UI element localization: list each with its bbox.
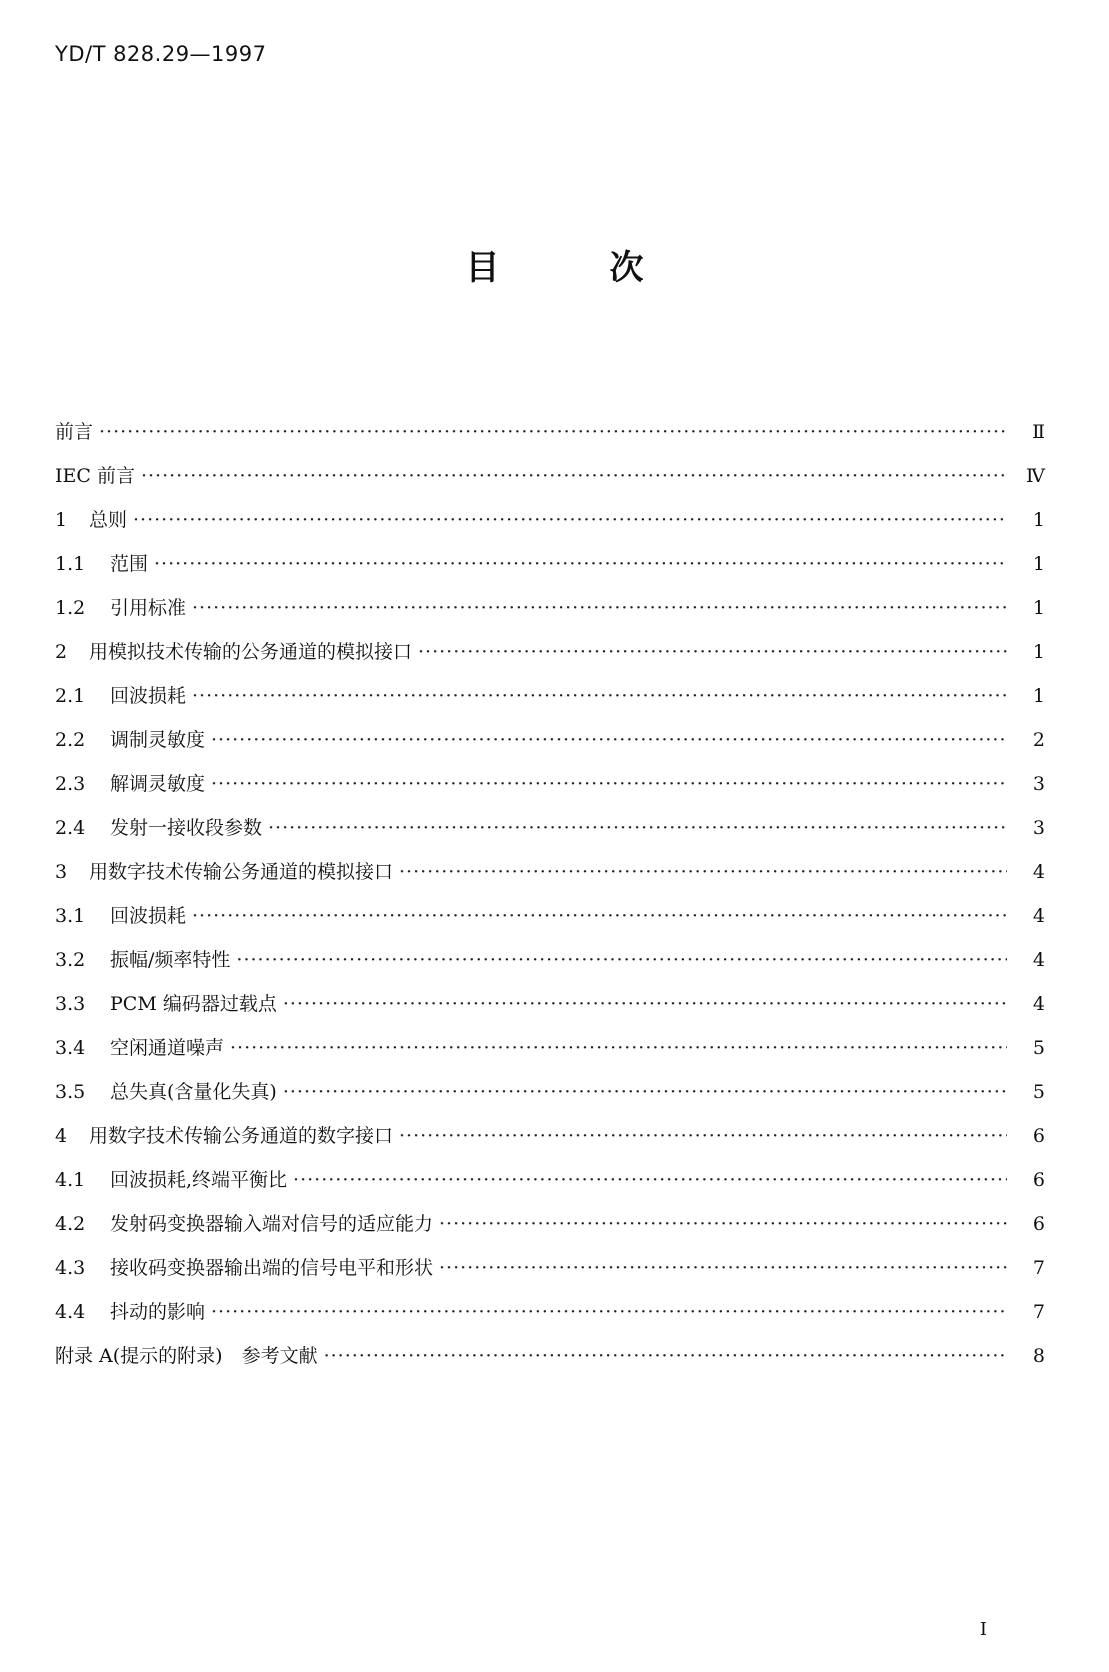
toc-entry-number: 4.2 [55, 1213, 86, 1235]
toc-entry-label: 发射一接收段参数 [110, 817, 263, 839]
title-char-2: 次 [609, 248, 644, 288]
dot-leader [418, 630, 1007, 674]
dot-leader [211, 762, 1007, 806]
toc-entry[interactable] [55, 894, 1045, 938]
table-of-contents [55, 410, 1045, 1378]
document-code: YD/T 828.29—1997 [55, 42, 267, 66]
toc-entry-label: 振幅/频率特性 [110, 949, 231, 971]
toc-entry-page: 4 [1032, 993, 1045, 1015]
dot-leader [283, 1070, 1007, 1114]
toc-entry-number: 4 [55, 1125, 68, 1147]
dot-leader [154, 542, 1007, 586]
toc-entry-label: 附录 A(提示的附录) 参考文献 [55, 1345, 318, 1367]
toc-entry-number: 4.3 [55, 1257, 86, 1279]
toc-entry-label: 发射码变换器输入端对信号的适应能力 [110, 1213, 434, 1235]
toc-entry[interactable] [55, 938, 1045, 982]
toc-entry-label: IEC 前言 [55, 465, 135, 487]
toc-entry-label: 解调灵敏度 [110, 773, 206, 795]
toc-entry-page: 5 [1032, 1037, 1045, 1059]
toc-entry-page: 7 [1032, 1257, 1045, 1279]
toc-entry-number: 2.3 [55, 773, 86, 795]
toc-entry-label: 回波损耗 [110, 685, 187, 707]
toc-entry-label: 用数字技术传输公务通道的模拟接口 [89, 861, 394, 883]
toc-entry-label: 抖动的影响 [110, 1301, 206, 1323]
toc-entry[interactable] [55, 806, 1045, 850]
dot-leader [399, 850, 1007, 894]
toc-entry-page: 8 [1032, 1345, 1045, 1367]
toc-entry-label: 范围 [110, 553, 149, 575]
toc-entry[interactable] [55, 1290, 1045, 1334]
dot-leader [192, 586, 1007, 630]
toc-entry-number: 2.1 [55, 685, 86, 707]
toc-entry[interactable] [55, 1158, 1045, 1202]
dot-leader [283, 982, 1007, 1026]
dot-leader [324, 1334, 1007, 1378]
toc-entry-label: 接收码变换器输出端的信号电平和形状 [110, 1257, 434, 1279]
toc-entry-page: 3 [1032, 773, 1045, 795]
toc-entry-page: 4 [1032, 949, 1045, 971]
page-number: I [979, 1619, 987, 1640]
dot-leader [99, 410, 1007, 454]
toc-entry-number: 1 [55, 509, 68, 531]
dot-leader [141, 454, 1007, 498]
title-char-1: 目 [465, 248, 500, 288]
dot-leader [192, 894, 1007, 938]
dot-leader [230, 1026, 1007, 1070]
toc-entry[interactable] [55, 674, 1045, 718]
toc-entry[interactable] [55, 410, 1045, 454]
toc-entry[interactable] [55, 454, 1045, 498]
toc-entry[interactable] [55, 718, 1045, 762]
toc-entry-number: 3 [55, 861, 68, 883]
toc-entry-number: 2.4 [55, 817, 86, 839]
toc-entry-page: 6 [1032, 1125, 1045, 1147]
toc-entry[interactable] [55, 1070, 1045, 1114]
toc-entry-page: 4 [1032, 861, 1045, 883]
toc-entry-page: 2 [1032, 729, 1045, 751]
toc-entry-page: 4 [1032, 905, 1045, 927]
toc-entry-number: 3.2 [55, 949, 86, 971]
toc-entry-page: 3 [1032, 817, 1045, 839]
toc-entry-page: 6 [1032, 1213, 1045, 1235]
dot-leader [439, 1202, 1007, 1246]
toc-entry-number: 4.4 [55, 1301, 86, 1323]
toc-entry-number: 1.2 [55, 597, 86, 619]
toc-entry[interactable] [55, 1026, 1045, 1070]
toc-entry-page: 1 [1032, 509, 1045, 531]
toc-entry-number: 4.1 [55, 1169, 86, 1191]
dot-leader [211, 1290, 1007, 1334]
toc-entry-page: 1 [1032, 641, 1045, 663]
dot-leader [133, 498, 1007, 542]
toc-entry-number: 3.1 [55, 905, 86, 927]
toc-entry-number: 3.5 [55, 1081, 86, 1103]
toc-entry[interactable] [55, 630, 1045, 674]
toc-entry-page: 1 [1032, 597, 1045, 619]
toc-entry-label: 总失真(含量化失真) [110, 1081, 277, 1103]
toc-entry-label: 总则 [89, 509, 128, 531]
toc-entry[interactable] [55, 1114, 1045, 1158]
dot-leader [399, 1114, 1007, 1158]
toc-entry-page: Ⅳ [1026, 465, 1045, 487]
toc-entry-label: 引用标准 [110, 597, 187, 619]
toc-entry-page: 5 [1032, 1081, 1045, 1103]
toc-entry-number: 1.1 [55, 553, 86, 575]
toc-entry-label: 回波损耗 [110, 905, 187, 927]
toc-entry-page: 1 [1032, 685, 1045, 707]
toc-entry[interactable] [55, 762, 1045, 806]
toc-entry-label: 用数字技术传输公务通道的数字接口 [89, 1125, 394, 1147]
toc-entry-label: 空闲通道噪声 [110, 1037, 225, 1059]
toc-entry[interactable] [55, 498, 1045, 542]
toc-entry-page: 1 [1032, 553, 1045, 575]
toc-entry[interactable] [55, 1202, 1045, 1246]
dot-leader [268, 806, 1007, 850]
toc-entry[interactable] [55, 1246, 1045, 1290]
dot-leader [293, 1158, 1007, 1202]
dot-leader [192, 674, 1007, 718]
toc-entry[interactable] [55, 850, 1045, 894]
dot-leader [211, 718, 1007, 762]
toc-entry-number: 3.3 [55, 993, 86, 1015]
toc-entry-label: PCM 编码器过载点 [110, 993, 277, 1015]
toc-entry-page: 6 [1032, 1169, 1045, 1191]
toc-entry-label: 调制灵敏度 [110, 729, 206, 751]
dot-leader [439, 1246, 1007, 1290]
toc-entry[interactable] [55, 586, 1045, 630]
toc-entry-label: 前言 [55, 421, 94, 443]
toc-entry[interactable] [55, 982, 1045, 1026]
page-title [0, 240, 1109, 289]
toc-entry[interactable] [55, 542, 1045, 586]
toc-entry-page: Ⅱ [1032, 421, 1045, 443]
toc-entry-number: 2.2 [55, 729, 86, 751]
dot-leader [236, 938, 1007, 982]
toc-entry-label: 回波损耗,终端平衡比 [110, 1169, 288, 1191]
toc-entry-number: 2 [55, 641, 68, 663]
toc-entry-number: 3.4 [55, 1037, 86, 1059]
toc-entry-page: 7 [1032, 1301, 1045, 1323]
toc-entry[interactable] [55, 1334, 1045, 1378]
toc-entry-label: 用模拟技术传输的公务通道的模拟接口 [89, 641, 413, 663]
